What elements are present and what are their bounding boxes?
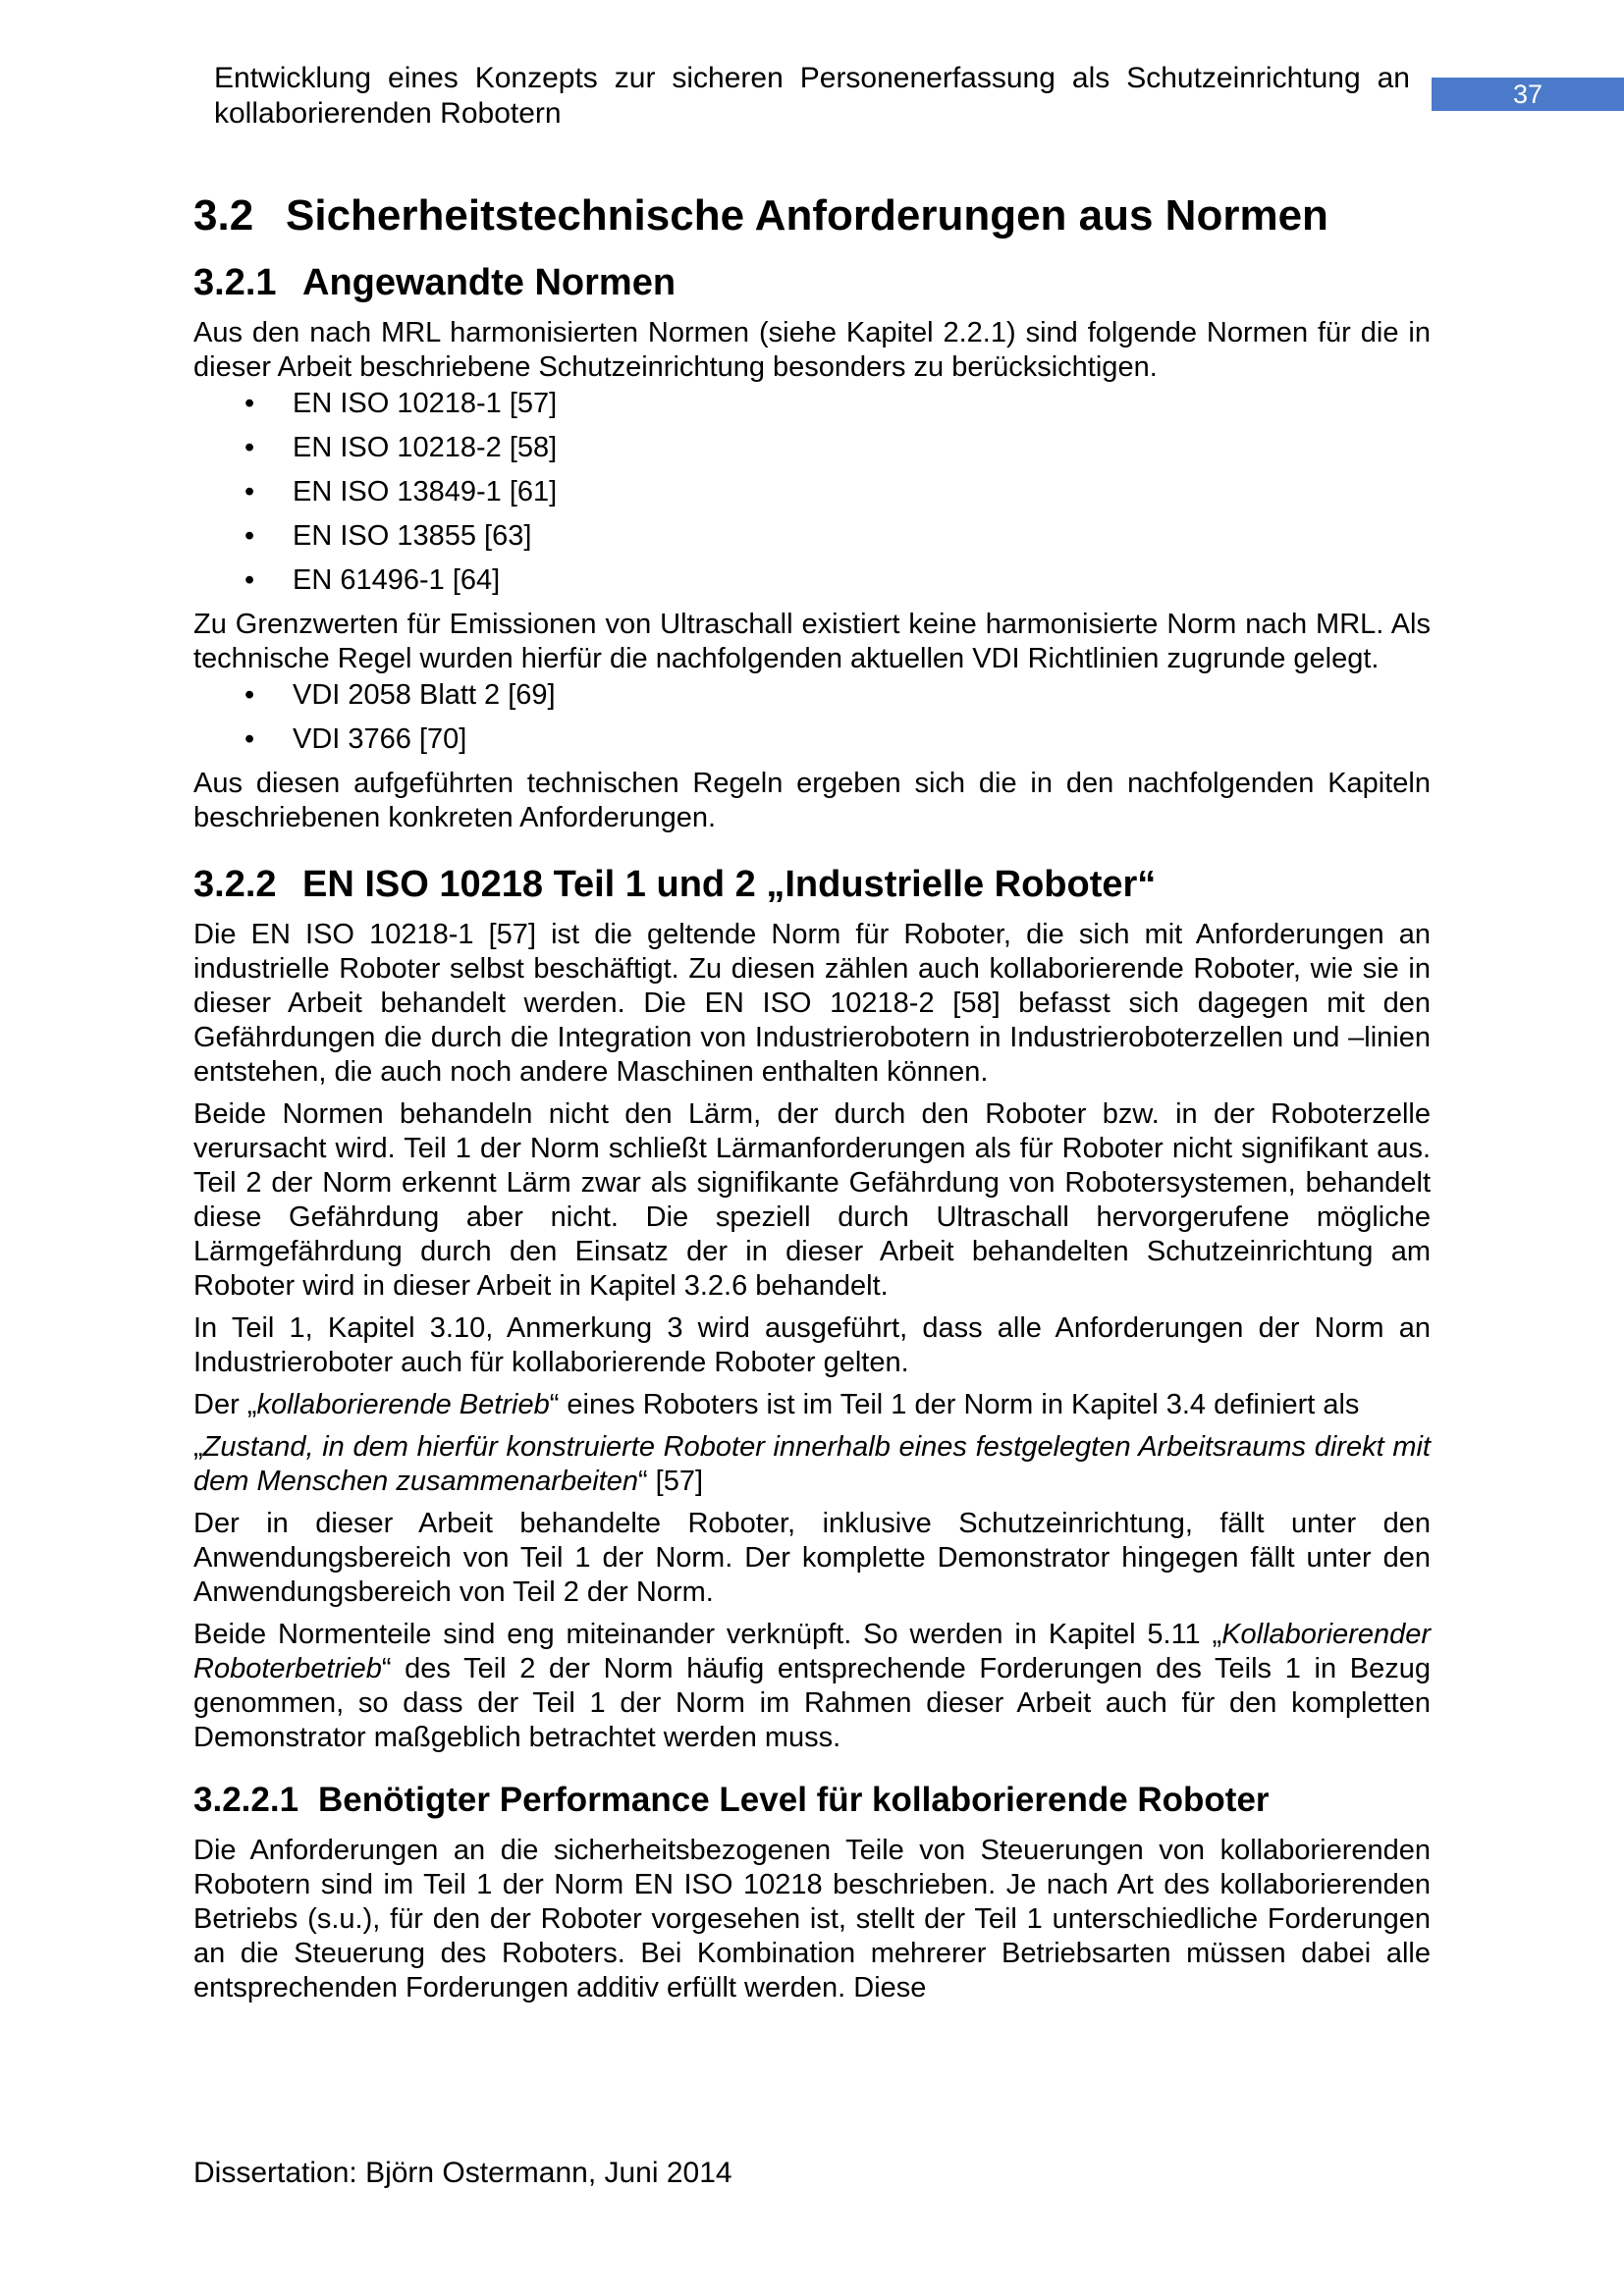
norms-list [193,387,1431,598]
bullet-icon: • [244,723,255,755]
list-item: • VDI 2058 Blatt 2 [69] [244,679,556,711]
list-item: • EN ISO 10218-2 [58] [244,432,558,463]
bullet-icon: • [244,564,255,596]
paragraph: In Teil 1, Kapitel 3.10, Anmerkung 3 wird ausgeführt, dass alle Anforderungen der Norm an Industrieroboter auch für kollaborierende Roboter gelten. [193,1312,1431,1378]
paragraph-ultrasound: Zu Grenzwerten für Emissionen von Ultraschall existiert keine harmonisierte Norm nach MRL. Als technische Regel wurden hierfür die nachfolgenden aktuellen VDI Richtlinien zugrunde gelegt. [193,609,1431,674]
bullet-icon: • [244,388,255,419]
paragraph: Die Anforderungen an die sicherheitsbezogenen Teile von Steuerungen von kollaborierenden Robotern sind im Teil 1 der Norm EN ISO 10218 beschrieben. Je nach Art des kollaborierenden Betriebs (s.u.), für den der Roboter vorgesehen ist, stellt der Teil 1 unterschiedliche Forderungen an die Steuerung des Roboters. Bei Kombination mehrerer Betriebsarten müssen dabei alle entsprechenden Forderungen additiv erfüllt werden. Diese [193,1835,1431,2003]
section-number: 3.2 [193,191,254,240]
paragraph-intro: Aus den nach MRL harmonisierten Normen (siehe Kapitel 2.2.1) sind folgende Normen für die in dieser Arbeit beschriebene Schutzeinrichtung besonders zu berücksichtigen. [193,317,1431,383]
section-heading-3-2-2 [193,859,1431,910]
section-number: 3.2.2.1 [193,1781,299,1819]
list-item: • EN 61496-1 [64] [244,564,501,596]
page-number: 37 [1432,78,1624,111]
section-number: 3.2.2 [193,864,277,905]
section-title: Sicherheitstechnische Anforderungen aus Normen [286,191,1328,240]
bullet-icon: • [244,679,255,711]
page-content [193,187,1431,2013]
paragraph: Beide Normenteile sind eng miteinander verknüpft. So werden in Kapitel 5.11 „Kollaborierender Roboterbetrieb“ des Teil 2 der Norm häufig entsprechende Forderungen des Teils 1 in Bezug genommen, so dass der Teil 1 der Norm im Rahmen dieser Arbeit auch für den kompletten Demonstrator maßgeblich betrachtet werden muss. [193,1619,1431,1753]
section-title: EN ISO 10218 Teil 1 und 2 „Industrielle Roboter“ [302,864,1157,905]
bullet-icon: • [244,432,255,463]
section-heading-3-2-1 [193,257,1431,308]
list-item: • VDI 3766 [70] [244,723,467,755]
definition-quote: „Zustand, in dem hierfür konstruierte Roboter innerhalb eines festgelegten Arbeitsraums direkt mit dem Menschen zusammenarbeiten“ [57] [193,1431,1431,1497]
page-footer: Dissertation: Björn Ostermann, Juni 2014 [193,2157,732,2189]
bullet-icon: • [244,520,255,552]
list-item: • EN ISO 13849-1 [61] [244,476,558,507]
paragraph: Beide Normen behandeln nicht den Lärm, der durch den Roboter bzw. in der Roboterzelle verursacht wird. Teil 1 der Norm schließt Lärmanforderungen als für Roboter nicht signifikant aus. Teil 2 der Norm erkennt Lärm zwar als signifikante Gefährdung von Robotersystemen, behandelt diese Gefährdung aber nicht. Die speziell durch Ultraschall hervorgerufene mögliche Lärmgefährdung durch den Einsatz der in dieser Arbeit behandelten Schutzeinrichtung am Roboter wird in dieser Arbeit in Kapitel 3.2.6 behandelt. [193,1098,1431,1302]
term: kollaborierende Betrieb [256,1389,550,1420]
quote-text: Zustand, in dem hierfür konstruierte Roboter innerhalb eines festgelegten Arbeitsraums direkt mit dem Menschen zusammenarbeiten [193,1431,1431,1497]
section-heading-3-2 [193,187,1431,245]
running-header: Entwicklung eines Konzepts zur sicheren Personenerfassung als Schutzeinrichtung an kollaborierenden Robotern [214,62,1410,130]
term: Kollaborierender Roboterbetrieb [193,1619,1431,1684]
paragraph: Die EN ISO 10218-1 [57] ist die geltende Norm für Roboter, die sich mit Anforderungen an industrielle Roboter selbst beschäftigt. Zu diesen zählen auch kollaborierende Roboter, wie sie in dieser Arbeit behandelt werden. Die EN ISO 10218-2 [58] befasst sich dagegen mit den Gefährdungen die durch die Integration von Industrierobotern in Industrieroboterzellen und –linien entstehen, die auch noch andere Maschinen enthalten können. [193,919,1431,1088]
vdi-list [193,678,1431,757]
paragraph-closing: Aus diesen aufgeführten technischen Regeln ergeben sich die in den nachfolgenden Kapiteln beschriebenen konkreten Anforderungen. [193,768,1431,833]
section-heading-3-2-2-1 [193,1777,1431,1824]
section-title: Angewandte Normen [302,262,677,303]
paragraph: Der in dieser Arbeit behandelte Roboter, inklusive Schutzeinrichtung, fällt unter den Anwendungsbereich von Teil 1 der Norm. Der komplette Demonstrator hingegen fällt unter den Anwendungsbereich von Teil 2 der Norm. [193,1508,1431,1608]
bullet-icon: • [244,476,255,507]
section-title: Benötigter Performance Level für kollaborierende Roboter [318,1781,1270,1819]
section-number: 3.2.1 [193,262,277,303]
list-item: • EN ISO 10218-1 [57] [244,388,558,419]
paragraph-definition-intro: Der „kollaborierende Betrieb“ eines Roboters ist im Teil 1 der Norm in Kapitel 3.4 definiert als [193,1389,1360,1420]
list-item: • EN ISO 13855 [63] [244,520,532,552]
